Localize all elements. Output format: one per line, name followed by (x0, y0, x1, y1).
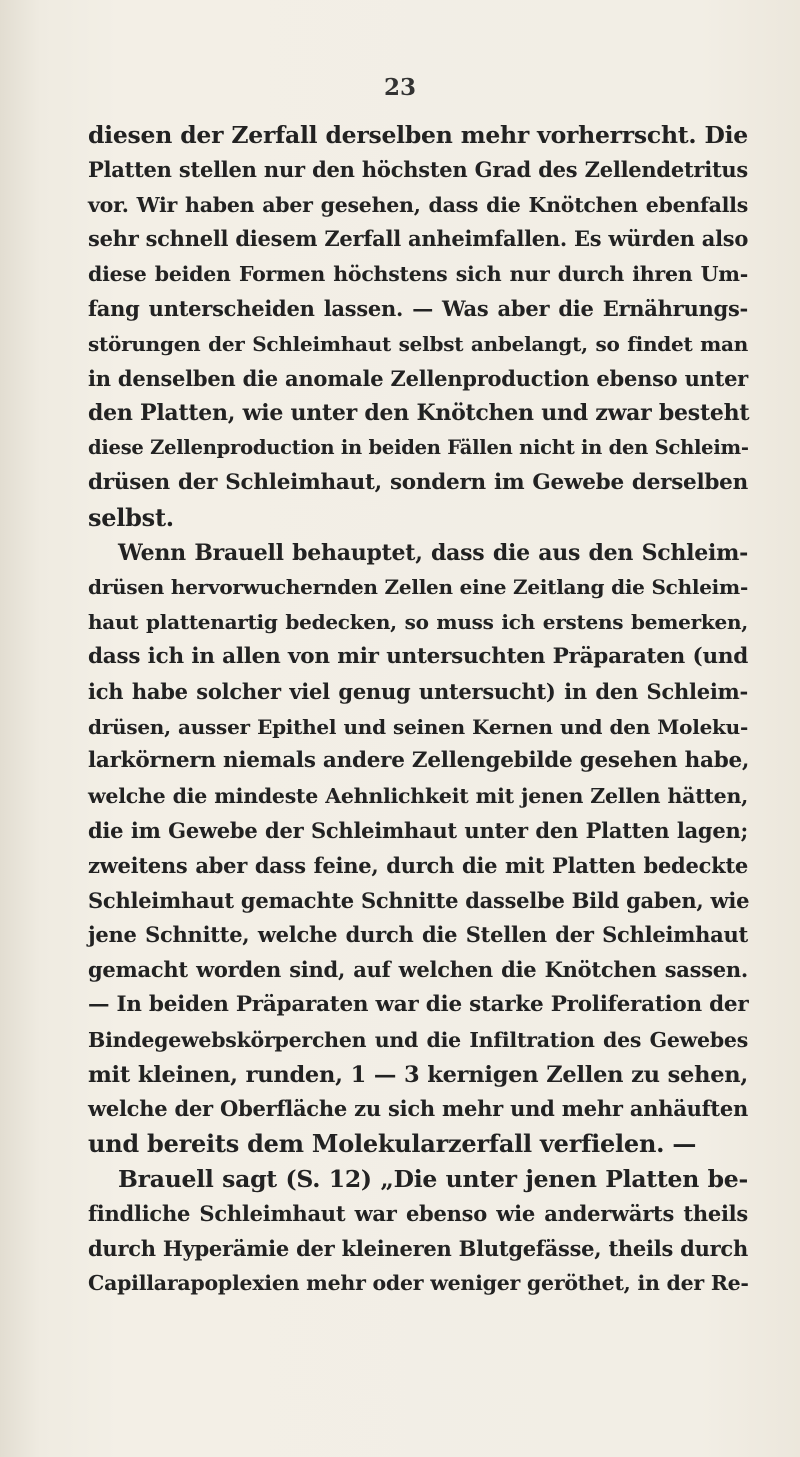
text-line: mit kleinen, runden, 1 — 3 kernigen Zellen zu sehen, (88, 1061, 748, 1088)
text-line: jene Schnitte, welche durch die Stellen der Schleimhaut (88, 922, 748, 948)
text-line: drüsen, ausser Epithel und seinen Kernen und den Moleku- (88, 714, 748, 739)
text-line: ich habe solcher viel genug untersucht) in den Schleim- (88, 678, 748, 704)
text-line: haut plattenartig bedecken, so muss ich erstens bemerken, (88, 610, 748, 635)
text-line: fang unterscheiden lassen. — Was aber die Ernährungs- (88, 295, 748, 321)
page-number: 23 (383, 74, 416, 101)
text-line: diesen der Zerfall derselben mehr vorherrscht. Die (88, 121, 748, 149)
text-line: störungen der Schleimhaut selbst anbelangt, so findet man (88, 331, 748, 356)
text-line: gemacht worden sind, auf welchen die Knötchen sassen. (88, 957, 748, 983)
text-line: drüsen hervorwuchernden Zellen eine Zeitlang die Schleim- (88, 575, 748, 600)
text-line: Schleimhaut gemachte Schnitte dasselbe Bild gaben, wie (88, 887, 750, 913)
text-line: findliche Schleimhaut war ebenso wie anderwärts theils (88, 1200, 748, 1226)
text-line: Platten stellen nur den höchsten Grad des Zellendetritus (88, 156, 748, 182)
text-line: vor. Wir haben aber gesehen, dass die Knötchen ebenfalls (88, 192, 748, 217)
text-line: den Platten, wie unter den Knötchen und zwar besteht (88, 400, 750, 427)
text-line: dass ich in allen von mir untersuchten Präparaten (und (88, 643, 748, 669)
text-line: die im Gewebe der Schleimhaut unter den Platten lagen; (88, 817, 748, 843)
text-line: selbst. (88, 502, 174, 532)
text-line: — In beiden Präparaten war die starke Proliferation der (88, 991, 749, 1017)
text-line: Bindegewebskörperchen und die Infiltration des Gewebes (88, 1027, 748, 1052)
text-line: diese beiden Formen höchstens sich nur durch ihren Um- (88, 262, 748, 287)
text-line: zweitens aber dass feine, durch die mit Platten bedeckte (88, 852, 748, 878)
text-line: diese Zellenproduction in beiden Fällen nicht in den Schleim- (88, 436, 749, 460)
text-line: in denselben die anomale Zellenproduction ebenso unter (88, 365, 748, 391)
text-line: sehr schnell diesem Zerfall anheimfallen. Es würden also (88, 226, 749, 252)
text-line: larkörnern niemals andere Zellengebilde gesehen habe, (88, 748, 750, 774)
text-line: Capillarapoplexien mehr oder weniger geröthet, in der Re- (88, 1271, 749, 1296)
text-line: durch Hyperämie der kleineren Blutgefässe, theils durch (88, 1235, 748, 1261)
text-line: drüsen der Schleimhaut, sondern im Gewebe derselben (88, 469, 748, 495)
text-line: Wenn Brauell behauptet, dass die aus den Schleim- (118, 539, 748, 566)
text-line: welche die mindeste Aehnlichkeit mit jenen Zellen hätten, (88, 784, 748, 809)
text-line: und bereits dem Molekularzerfall verfielen. — (88, 1129, 697, 1159)
body-text (88, 118, 748, 1301)
text-line: welche der Oberfläche zu sich mehr und mehr anhäuften (88, 1096, 748, 1122)
text-line: Brauell sagt (S. 12) „Die unter jenen Platten be- (118, 1164, 748, 1193)
